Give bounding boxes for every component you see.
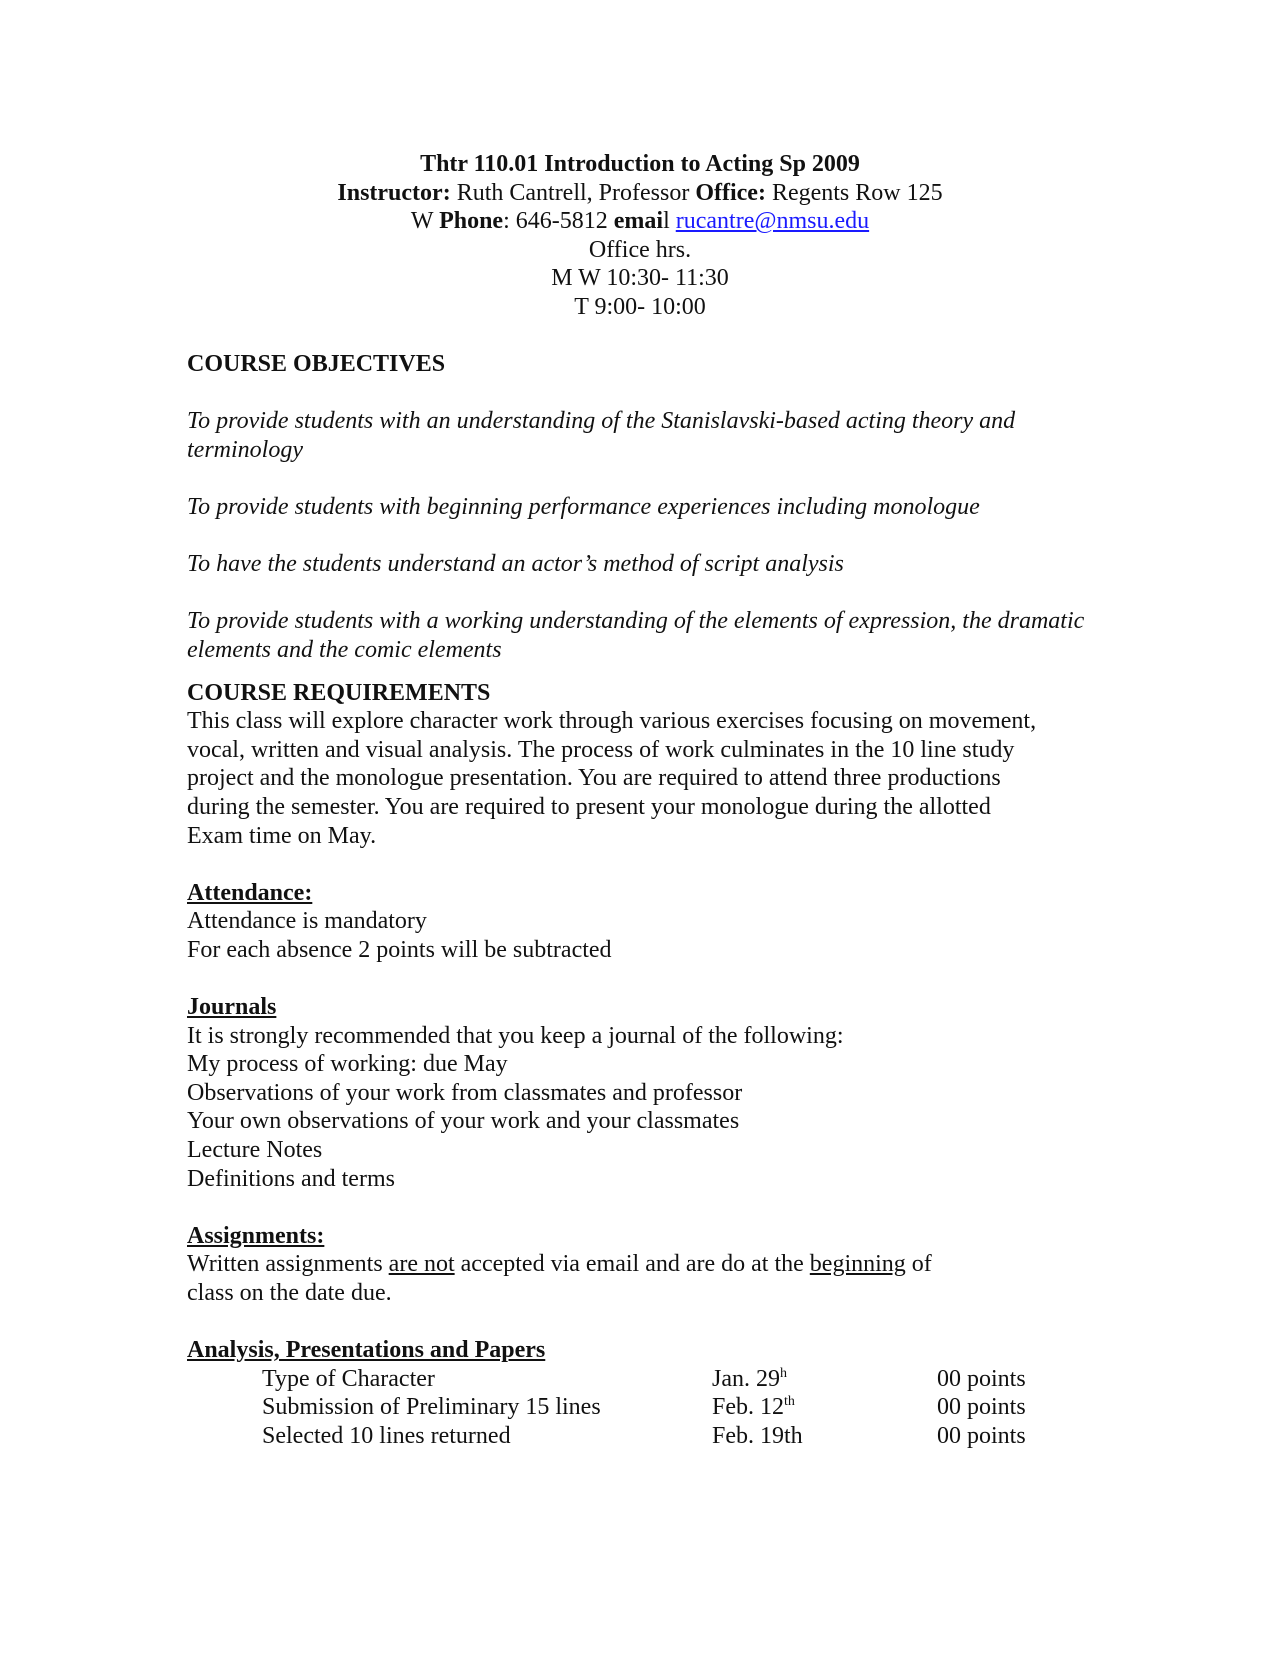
schedule-date-suffix: th: [784, 1394, 795, 1410]
office-hours-t: T 9:00- 10:00: [574, 293, 706, 320]
journals-line: It is strongly recommended that you keep a journal of the following:: [187, 1022, 844, 1049]
instructor-line: [0, 179, 1280, 208]
attendance-line: For each absence 2 points will be subtracted: [187, 936, 612, 963]
objective-item: To provide students with an understanding of the Stanislavski-based acting theory and terminology: [187, 408, 1016, 463]
schedule-row: [187, 1393, 1087, 1422]
schedule-date: [712, 1393, 795, 1422]
syllabus-body: [187, 350, 1087, 1451]
journals-line: Your own observations of your work and your classmates: [187, 1108, 740, 1135]
objectives-heading: COURSE OBJECTIVES: [187, 351, 446, 377]
objective-item: To provide students with beginning performance experiences including monologue: [187, 493, 980, 520]
phone-value: : 646-5812: [503, 208, 614, 235]
email-label: emai: [613, 208, 664, 235]
assignments-line: [187, 1250, 1087, 1279]
schedule-points: 00 points: [937, 1422, 1026, 1449]
requirements-line: This class will explore character work through various exercises focusing on movement,: [187, 708, 1037, 735]
objective-item: To have the students understand an actor’s method of script analysis: [187, 551, 844, 578]
journals-line: Lecture Notes: [187, 1137, 323, 1164]
attendance-heading: Attendance:: [187, 879, 313, 906]
assignments-line: class on the date due.: [187, 1280, 392, 1306]
schedule-date: [712, 1365, 787, 1394]
phone-prefix: W: [410, 208, 440, 235]
requirements-line: during the semester. You are required to present your monologue during the allotted: [187, 793, 991, 820]
office-hours-label: Office hrs.: [588, 236, 692, 263]
objective-item: To provide students with a working understanding of the elements of expression, the dramatic elements and the comic elements: [187, 608, 1085, 663]
office-label: Office:: [695, 179, 766, 206]
email-link[interactable]: rucantre@nmsu.edu: [675, 208, 870, 235]
assignments-text: accepted via email and are do at the: [454, 1251, 810, 1278]
contact-line: [0, 207, 1280, 236]
schedule-points: 00 points: [937, 1394, 1026, 1421]
requirements-line: project and the monologue presentation. You are required to attend three productions: [187, 765, 1001, 792]
schedule-date-text: Feb. 12: [712, 1394, 784, 1421]
analysis-heading: Analysis, Presentations and Papers: [187, 1337, 546, 1364]
requirements-line: Exam time on May.: [187, 822, 377, 849]
requirements-heading: COURSE REQUIREMENTS: [187, 679, 491, 706]
schedule-item: Submission of Preliminary 15 lines: [262, 1394, 601, 1421]
email-label-tail: l: [663, 208, 670, 235]
instructor-label: Instructor:: [337, 179, 451, 206]
assignments-emphasis-beginning: beginning: [809, 1251, 906, 1278]
schedule-item: Type of Character: [262, 1365, 435, 1392]
schedule-date-suffix: h: [780, 1365, 787, 1381]
journals-line: Observations of your work from classmates and professor: [187, 1079, 743, 1106]
course-header: [0, 150, 1280, 322]
assignments-heading: Assignments:: [187, 1222, 325, 1249]
requirements-line: vocal, written and visual analysis. The process of work culminates in the 10 line study: [187, 736, 1015, 763]
analysis-schedule: [187, 1365, 1087, 1451]
assignments-text: of: [905, 1251, 932, 1278]
attendance-line: Attendance is mandatory: [187, 908, 427, 935]
office-value: Regents Row 125: [765, 179, 943, 206]
schedule-date-text: Jan. 29: [712, 1365, 780, 1392]
assignments-emphasis-are-not: are not: [388, 1251, 455, 1278]
schedule-points: 00 points: [937, 1365, 1026, 1392]
course-title: Thtr 110.01 Introduction to Acting Sp 2009: [420, 151, 860, 177]
phone-label: Phone: [439, 208, 504, 235]
schedule-row: [187, 1365, 1087, 1394]
schedule-row: [187, 1422, 1087, 1451]
schedule-date-text: Feb. 19th: [712, 1422, 803, 1449]
journals-line: My process of working: due May: [187, 1051, 508, 1078]
office-hours-mw: M W 10:30- 11:30: [551, 265, 729, 292]
journals-line: Definitions and terms: [187, 1165, 395, 1192]
schedule-item: Selected 10 lines returned: [262, 1422, 511, 1449]
assignments-text: Written assignments: [187, 1251, 389, 1278]
schedule-date: [712, 1422, 803, 1451]
journals-heading: Journals: [187, 994, 277, 1021]
instructor-name: Ruth Cantrell, Professor: [450, 179, 696, 206]
